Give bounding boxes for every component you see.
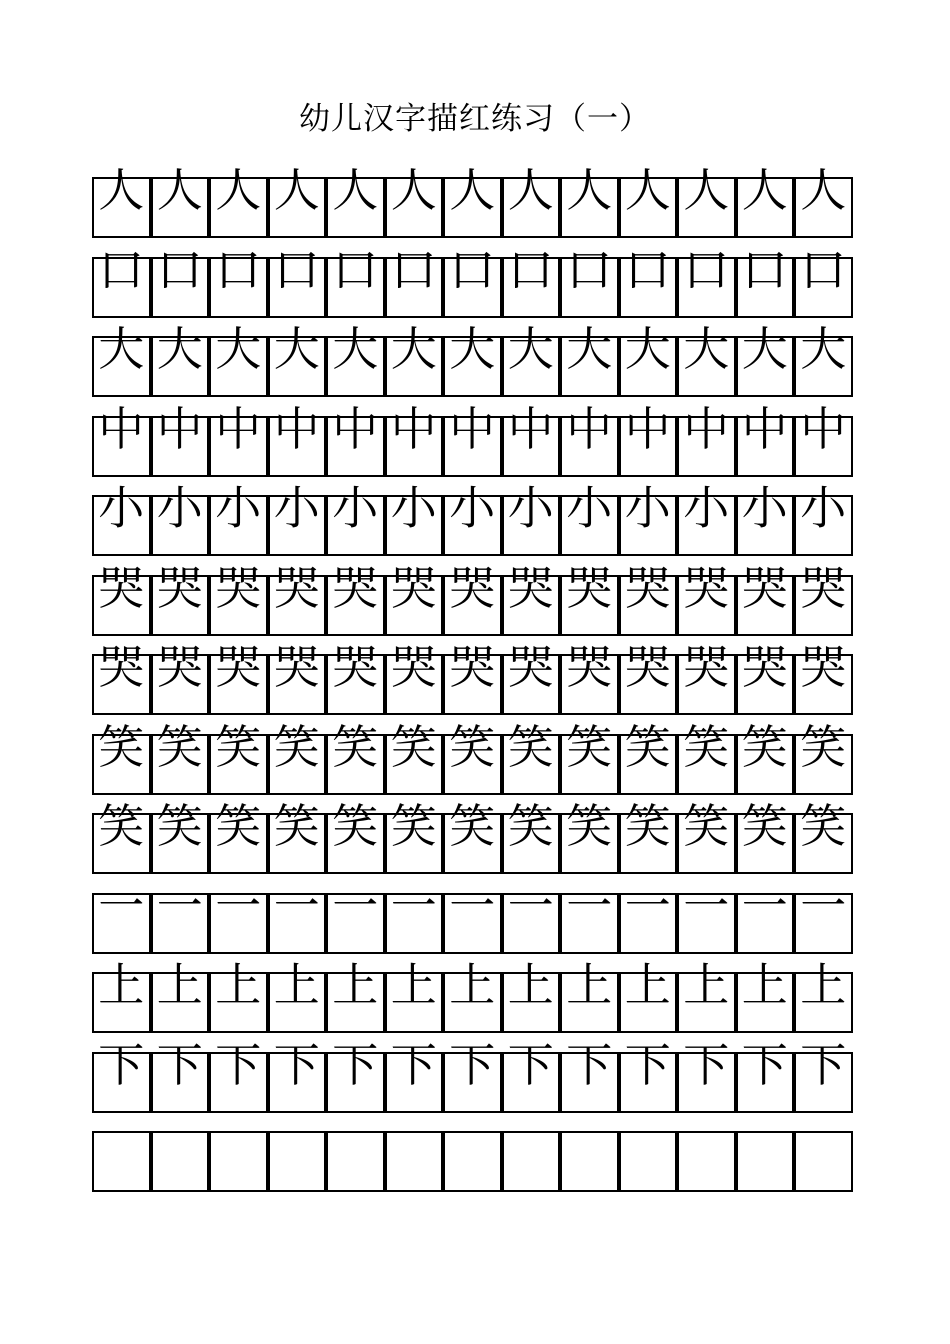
practice-character: 人 <box>624 163 671 217</box>
practice-character: 哭 <box>800 640 847 694</box>
practice-character: 人 <box>566 163 613 217</box>
practice-character: 口 <box>215 242 262 297</box>
practice-row <box>92 163 853 238</box>
practice-character: 笑 <box>332 719 379 774</box>
practice-character: 人 <box>332 163 379 217</box>
practice-character: 小 <box>624 481 671 535</box>
practice-character: 下 <box>507 1037 554 1092</box>
practice-character: 小 <box>566 481 613 535</box>
practice-character: 哭 <box>624 560 671 615</box>
practice-character: 笑 <box>390 719 437 774</box>
practice-character: 口 <box>566 242 613 297</box>
practice-character: 笑 <box>449 719 496 774</box>
practice-character: 哭 <box>507 560 554 615</box>
practice-row <box>92 1131 853 1192</box>
practice-character: 哭 <box>741 640 788 694</box>
practice-character: 中 <box>507 401 554 456</box>
practice-character: 笑 <box>800 799 847 853</box>
practice-character: 下 <box>566 1037 613 1092</box>
practice-character: 哭 <box>273 640 320 694</box>
practice-character: 上 <box>273 958 320 1012</box>
practice-grid <box>92 163 853 1211</box>
practice-character: 大 <box>507 322 554 376</box>
practice-character: 人 <box>98 163 145 217</box>
practice-character: 中 <box>449 401 496 456</box>
practice-row <box>92 958 853 1033</box>
practice-character: 小 <box>800 481 847 535</box>
practice-character: 小 <box>332 481 379 535</box>
practice-character: 口 <box>98 242 145 297</box>
practice-character: 大 <box>156 322 203 376</box>
practice-character: 下 <box>332 1037 379 1092</box>
practice-character: 下 <box>156 1037 203 1092</box>
practice-character: 上 <box>683 958 730 1012</box>
practice-character: 中 <box>390 401 437 456</box>
practice-row <box>92 560 853 636</box>
practice-cell <box>560 1131 619 1192</box>
practice-character: 一 <box>156 878 203 933</box>
practice-character: 笑 <box>98 719 145 774</box>
practice-character: 人 <box>273 163 320 217</box>
practice-cell <box>736 1131 795 1192</box>
practice-character: 上 <box>98 958 145 1012</box>
practice-character: 中 <box>98 401 145 456</box>
practice-character: 哭 <box>390 640 437 694</box>
practice-character: 小 <box>507 481 554 535</box>
practice-character: 一 <box>741 878 788 933</box>
practice-character: 下 <box>741 1037 788 1092</box>
practice-character: 一 <box>273 878 320 933</box>
practice-character: 口 <box>507 242 554 297</box>
practice-character: 人 <box>683 163 730 217</box>
practice-character: 口 <box>683 242 730 297</box>
practice-character: 小 <box>98 481 145 535</box>
practice-character: 笑 <box>683 799 730 853</box>
practice-character: 笑 <box>215 799 262 853</box>
practice-character: 中 <box>800 401 847 456</box>
practice-character: 小 <box>273 481 320 535</box>
practice-character: 一 <box>332 878 379 933</box>
practice-character: 哭 <box>156 640 203 694</box>
practice-character: 哭 <box>215 640 262 694</box>
practice-character: 人 <box>156 163 203 217</box>
practice-character: 一 <box>449 878 496 933</box>
practice-cell <box>151 1131 210 1192</box>
practice-character: 下 <box>624 1037 671 1092</box>
practice-character: 中 <box>683 401 730 456</box>
practice-character: 笑 <box>507 719 554 774</box>
practice-character: 上 <box>741 958 788 1012</box>
practice-character: 笑 <box>273 799 320 853</box>
practice-character: 小 <box>215 481 262 535</box>
practice-character: 哭 <box>683 560 730 615</box>
practice-character: 笑 <box>566 799 613 853</box>
practice-character: 中 <box>624 401 671 456</box>
practice-character: 中 <box>273 401 320 456</box>
practice-row <box>92 640 853 715</box>
practice-character: 一 <box>98 878 145 933</box>
practice-cell <box>92 1131 151 1192</box>
practice-character: 上 <box>215 958 262 1012</box>
practice-character: 哭 <box>156 560 203 615</box>
practice-character: 口 <box>800 242 847 297</box>
practice-character: 笑 <box>800 719 847 774</box>
practice-character: 哭 <box>624 640 671 694</box>
practice-character: 中 <box>215 401 262 456</box>
practice-character: 下 <box>215 1037 262 1092</box>
practice-character: 笑 <box>624 799 671 853</box>
practice-character: 笑 <box>273 719 320 774</box>
practice-character: 口 <box>741 242 788 297</box>
practice-character: 哭 <box>332 640 379 694</box>
practice-row <box>92 242 853 318</box>
practice-character: 上 <box>507 958 554 1012</box>
practice-character: 上 <box>624 958 671 1012</box>
practice-character: 大 <box>390 322 437 376</box>
practice-row <box>92 322 853 397</box>
practice-character: 笑 <box>98 799 145 853</box>
practice-character: 人 <box>800 163 847 217</box>
practice-character: 下 <box>390 1037 437 1092</box>
practice-character: 哭 <box>332 560 379 615</box>
practice-character: 哭 <box>449 560 496 615</box>
practice-character: 一 <box>390 878 437 933</box>
practice-character: 小 <box>156 481 203 535</box>
practice-row <box>92 799 853 874</box>
practice-cell <box>502 1131 561 1192</box>
practice-character: 哭 <box>507 640 554 694</box>
practice-character: 笑 <box>566 719 613 774</box>
practice-row <box>92 401 853 477</box>
practice-character: 人 <box>449 163 496 217</box>
practice-cell <box>268 1131 327 1192</box>
practice-character: 上 <box>390 958 437 1012</box>
practice-character: 下 <box>98 1037 145 1092</box>
practice-character: 一 <box>800 878 847 933</box>
practice-character: 小 <box>741 481 788 535</box>
practice-cell <box>619 1131 678 1192</box>
practice-character: 上 <box>800 958 847 1012</box>
practice-character: 一 <box>624 878 671 933</box>
practice-character: 大 <box>800 322 847 376</box>
practice-character: 哭 <box>98 640 145 694</box>
practice-character: 下 <box>683 1037 730 1092</box>
practice-character: 小 <box>683 481 730 535</box>
practice-character: 中 <box>741 401 788 456</box>
practice-character: 哭 <box>683 640 730 694</box>
practice-character: 大 <box>273 322 320 376</box>
practice-character: 上 <box>566 958 613 1012</box>
practice-character: 大 <box>566 322 613 376</box>
practice-character: 笑 <box>215 719 262 774</box>
practice-character: 大 <box>332 322 379 376</box>
practice-character: 口 <box>332 242 379 297</box>
practice-character: 下 <box>800 1037 847 1092</box>
practice-character: 笑 <box>507 799 554 853</box>
practice-character: 笑 <box>741 719 788 774</box>
practice-character: 一 <box>507 878 554 933</box>
practice-character: 哭 <box>449 640 496 694</box>
practice-character: 大 <box>624 322 671 376</box>
practice-character: 哭 <box>98 560 145 615</box>
practice-character: 笑 <box>156 719 203 774</box>
practice-character: 笑 <box>741 799 788 853</box>
practice-character: 大 <box>449 322 496 376</box>
practice-character: 一 <box>683 878 730 933</box>
practice-character: 中 <box>566 401 613 456</box>
practice-character: 哭 <box>390 560 437 615</box>
practice-character: 哭 <box>800 560 847 615</box>
practice-row <box>92 878 853 954</box>
page-title: 幼儿汉字描红练习（一） <box>299 101 651 137</box>
practice-character: 上 <box>156 958 203 1012</box>
practice-character: 笑 <box>390 799 437 853</box>
practice-character: 人 <box>390 163 437 217</box>
practice-character: 小 <box>449 481 496 535</box>
practice-character: 哭 <box>741 560 788 615</box>
practice-character: 人 <box>741 163 788 217</box>
practice-character: 哭 <box>273 560 320 615</box>
practice-cell <box>443 1131 502 1192</box>
practice-character: 上 <box>449 958 496 1012</box>
practice-character: 笑 <box>624 719 671 774</box>
practice-cell <box>677 1131 736 1192</box>
practice-character: 大 <box>215 322 262 376</box>
practice-character: 口 <box>624 242 671 297</box>
practice-character: 笑 <box>332 799 379 853</box>
practice-character: 口 <box>273 242 320 297</box>
practice-cell <box>385 1131 444 1192</box>
practice-character: 人 <box>507 163 554 217</box>
practice-cell <box>794 1131 853 1192</box>
practice-character: 人 <box>215 163 262 217</box>
practice-cell <box>209 1131 268 1192</box>
practice-character: 中 <box>156 401 203 456</box>
practice-character: 笑 <box>683 719 730 774</box>
practice-character: 一 <box>566 878 613 933</box>
practice-character: 哭 <box>215 560 262 615</box>
practice-character: 大 <box>741 322 788 376</box>
practice-character: 口 <box>449 242 496 297</box>
practice-character: 大 <box>683 322 730 376</box>
practice-character: 笑 <box>156 799 203 853</box>
practice-character: 大 <box>98 322 145 376</box>
practice-character: 笑 <box>449 799 496 853</box>
practice-character: 口 <box>390 242 437 297</box>
practice-row <box>92 1037 853 1113</box>
practice-cell <box>326 1131 385 1192</box>
practice-character: 中 <box>332 401 379 456</box>
practice-character: 哭 <box>566 640 613 694</box>
practice-character: 下 <box>449 1037 496 1092</box>
practice-character: 一 <box>215 878 262 933</box>
practice-character: 小 <box>390 481 437 535</box>
practice-character: 哭 <box>566 560 613 615</box>
practice-row <box>92 719 853 795</box>
practice-row <box>92 481 853 556</box>
practice-character: 口 <box>156 242 203 297</box>
practice-character: 上 <box>332 958 379 1012</box>
practice-character: 下 <box>273 1037 320 1092</box>
